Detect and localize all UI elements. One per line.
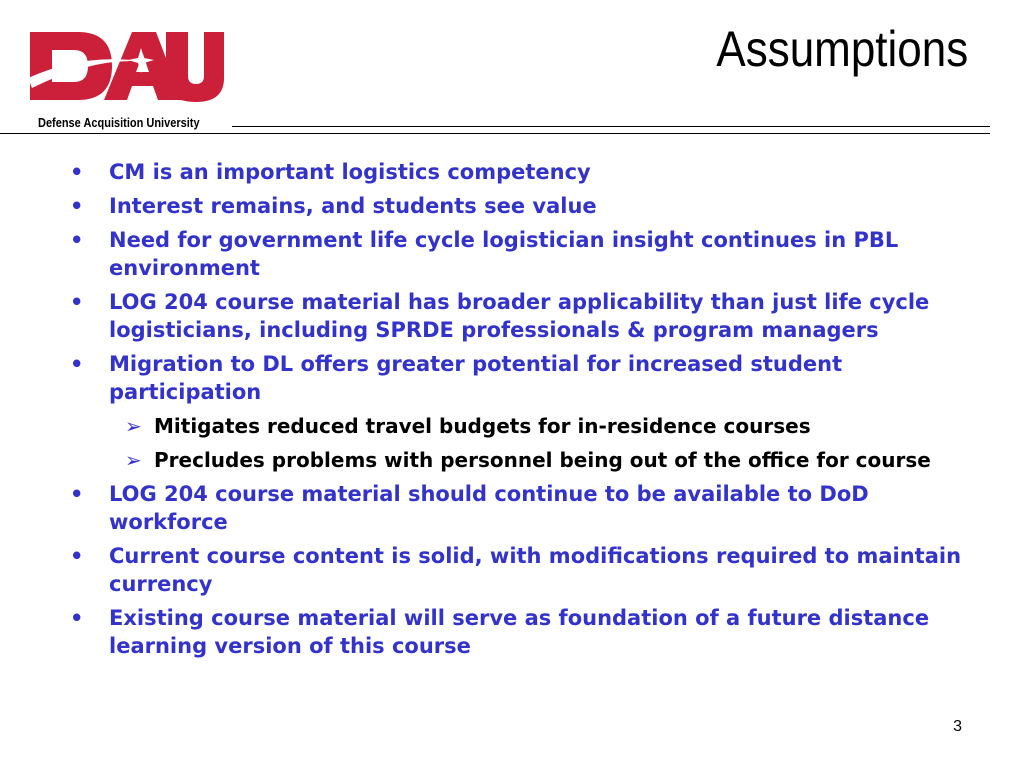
bullet-item [70, 542, 970, 598]
dau-logo [26, 22, 226, 132]
page-number: 3 [953, 718, 962, 735]
header-rule-top [232, 126, 990, 127]
bullet-item [70, 158, 970, 186]
bullet-text: Need for government life cycle logistician insight continues in PBL environment [109, 228, 899, 280]
bullet-text: Current course content is solid, with modifications required to maintain currency [109, 544, 962, 596]
arrow-bullet-icon: ➢ [125, 448, 142, 472]
bullet-item [70, 480, 970, 536]
sub-bullet-item [70, 412, 970, 440]
bullet-dot-icon: • [70, 482, 84, 506]
bullet-dot-icon: • [70, 606, 84, 630]
bullet-item [70, 192, 970, 220]
sub-bullet-text: Precludes problems with personnel being out of the office for course [154, 448, 931, 472]
bullet-text: LOG 204 course material should continue to be available to DoD workforce [109, 482, 869, 534]
slide-content [70, 158, 970, 666]
bullet-item [70, 226, 970, 282]
bullet-dot-icon: • [70, 160, 84, 184]
dau-logo-mark [26, 22, 226, 114]
bullet-dot-icon: • [70, 194, 84, 218]
bullet-item [70, 288, 970, 344]
bullet-item [70, 604, 970, 660]
bullet-text: CM is an important logistics competency [109, 160, 591, 184]
bullet-dot-icon: • [70, 228, 84, 252]
bullet-dot-icon: • [70, 544, 84, 568]
bullet-dot-icon: • [70, 290, 84, 314]
bullet-list [70, 158, 970, 660]
sub-bullet-item [70, 446, 970, 474]
arrow-bullet-icon: ➢ [125, 414, 142, 438]
bullet-text: Migration to DL offers greater potential for increased student participation [109, 352, 843, 404]
bullet-dot-icon: • [70, 352, 84, 376]
sub-bullet-text: Mitigates reduced travel budgets for in-residence courses [154, 414, 811, 438]
slide-title: Assumptions [716, 21, 968, 77]
header-rule-bottom [0, 133, 990, 134]
logo-tagline: Defense Acquisition University [38, 116, 200, 130]
bullet-text: LOG 204 course material has broader applicability than just life cycle logisticians, including SPRDE professionals & program managers [109, 290, 930, 342]
bullet-text: Interest remains, and students see value [109, 194, 597, 218]
bullet-item [70, 350, 970, 406]
bullet-text: Existing course material will serve as foundation of a future distance learning version of this course [109, 606, 930, 658]
